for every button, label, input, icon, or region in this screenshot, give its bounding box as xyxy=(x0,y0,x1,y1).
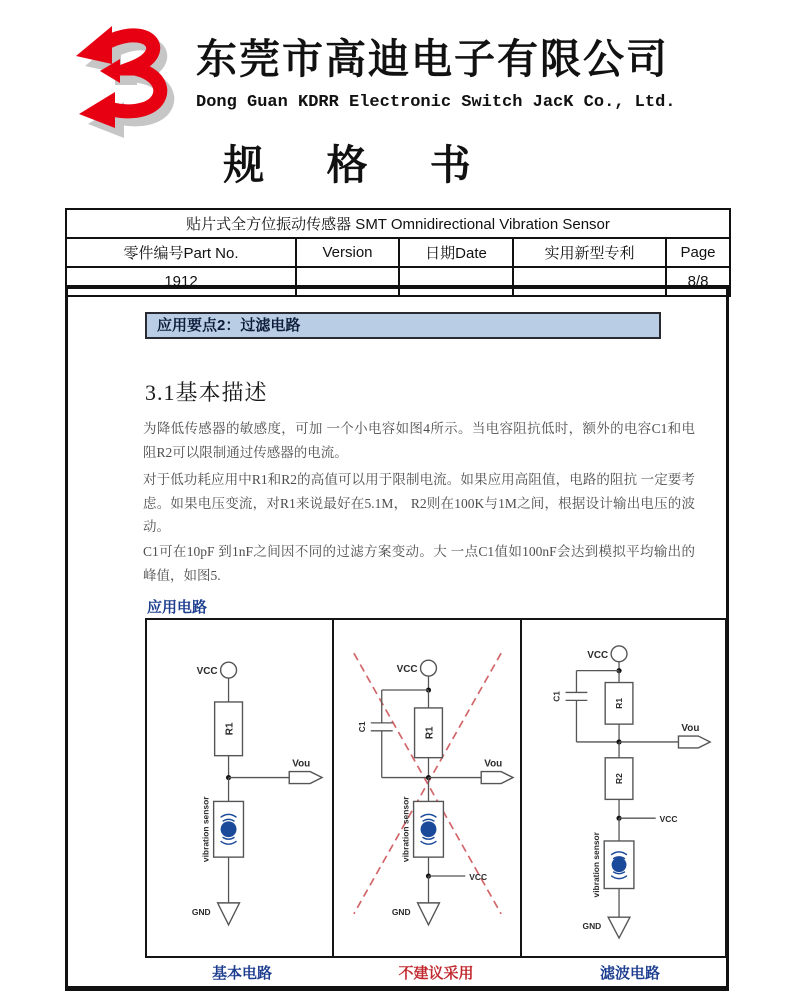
paragraph-3: C1可在10pF 到1nF之间因不同的过滤方案变动。大 一点C1值如100nF会达到模拟平均输出的峰值，如图5. xyxy=(143,544,695,583)
vou-output-arrow-icon xyxy=(289,772,322,784)
r2-label: R2 xyxy=(614,773,625,784)
caption-basic-circuit: 基本电路 xyxy=(211,965,272,982)
c1-label: C1 xyxy=(356,721,367,733)
col-header-date: 日期Date xyxy=(399,238,513,267)
caption-not-recommended: 不建议采用 xyxy=(398,965,474,982)
vcc-terminal-icon xyxy=(221,662,237,678)
vcc-tap-label: VCC xyxy=(659,814,678,825)
page-value: 8/8 xyxy=(666,267,730,296)
r1-label: R1 xyxy=(614,697,625,709)
vou-label: Vou xyxy=(484,758,503,770)
caption-filter-circuit: 滤波电路 xyxy=(599,965,660,982)
company-name-cn: 东莞市高迪电子有限公司 xyxy=(196,36,669,82)
gnd-label: GND xyxy=(191,906,211,917)
vcc-label: VCC xyxy=(196,666,218,678)
company-name-en: Dong Guan KDRR Electronic Switch JacK Co., Ltd. xyxy=(196,93,676,112)
vcc-terminal-icon xyxy=(611,646,627,662)
paragraph-2: 对于低功耗应用中R1和R2的高值可以用于限制电流。如果应用高阻值，电路的阻抗 一定要考虑。如果电压变流，对R1来说最好在5.1M， R2则在100K与1M之间，根据设计输出电压的波动。 xyxy=(143,472,695,535)
gnd-symbol-icon xyxy=(418,903,440,925)
document-title: 规 格 书 xyxy=(223,142,497,188)
col-header-page: Page xyxy=(666,238,730,267)
vcc-label: VCC xyxy=(396,664,418,676)
vou-label: Vou xyxy=(292,758,311,770)
gnd-symbol-icon xyxy=(608,917,630,938)
r1-label: R1 xyxy=(424,726,436,740)
sensor-label: vibration sensor xyxy=(200,796,211,863)
application-circuit-label: 应用电路 xyxy=(147,599,208,616)
not-recommended-schematic xyxy=(334,620,520,956)
kdrr-red-arrow-logo xyxy=(68,14,180,138)
col-header-part-no: 零件编号Part No. xyxy=(66,238,296,267)
basic-circuit-schematic xyxy=(147,620,332,956)
circuit-panel-filter xyxy=(522,620,725,956)
table-row-headers xyxy=(66,238,730,267)
sensor-label: vibration sensor xyxy=(400,796,411,863)
part-info-table xyxy=(65,208,731,297)
circuit-panel-basic xyxy=(147,620,334,956)
table-row-title xyxy=(66,209,730,238)
circuit-panel-not-recommended xyxy=(334,620,522,956)
vcc-tap-label: VCC xyxy=(469,872,488,883)
gnd-symbol-icon xyxy=(218,903,240,925)
vou-label: Vou xyxy=(681,723,700,735)
gnd-label: GND xyxy=(582,921,602,932)
col-header-patent: 实用新型专利 xyxy=(513,238,666,267)
diagram-captions xyxy=(145,962,727,983)
paragraph-1: 为降低传感器的敏感度，可加 一个小电容如图4所示。当电容阻抗低时，额外的电容C1和电阻R2可以限制通过传感器的电流。 xyxy=(143,421,695,460)
gnd-label: GND xyxy=(391,906,411,917)
filter-circuit-schematic xyxy=(522,620,725,956)
vcc-terminal-icon xyxy=(421,660,437,676)
section-banner: 应用要点2：过滤电路 xyxy=(145,312,661,339)
col-header-version: Version xyxy=(296,238,399,267)
vcc-label: VCC xyxy=(587,649,609,661)
vou-output-arrow-icon xyxy=(481,772,513,784)
part-no-value: 1912 xyxy=(66,267,296,296)
vou-output-arrow-icon xyxy=(678,736,710,748)
r1-label: R1 xyxy=(224,722,236,736)
product-title: 贴片式全方位振动传感器 SMT Omnidirectional Vibration Sensor xyxy=(66,209,730,238)
c1-label: C1 xyxy=(551,691,562,702)
application-circuit-diagram xyxy=(145,618,727,958)
section-heading: 3.1基本描述 xyxy=(145,380,268,405)
sensor-label: vibration sensor xyxy=(591,832,602,898)
